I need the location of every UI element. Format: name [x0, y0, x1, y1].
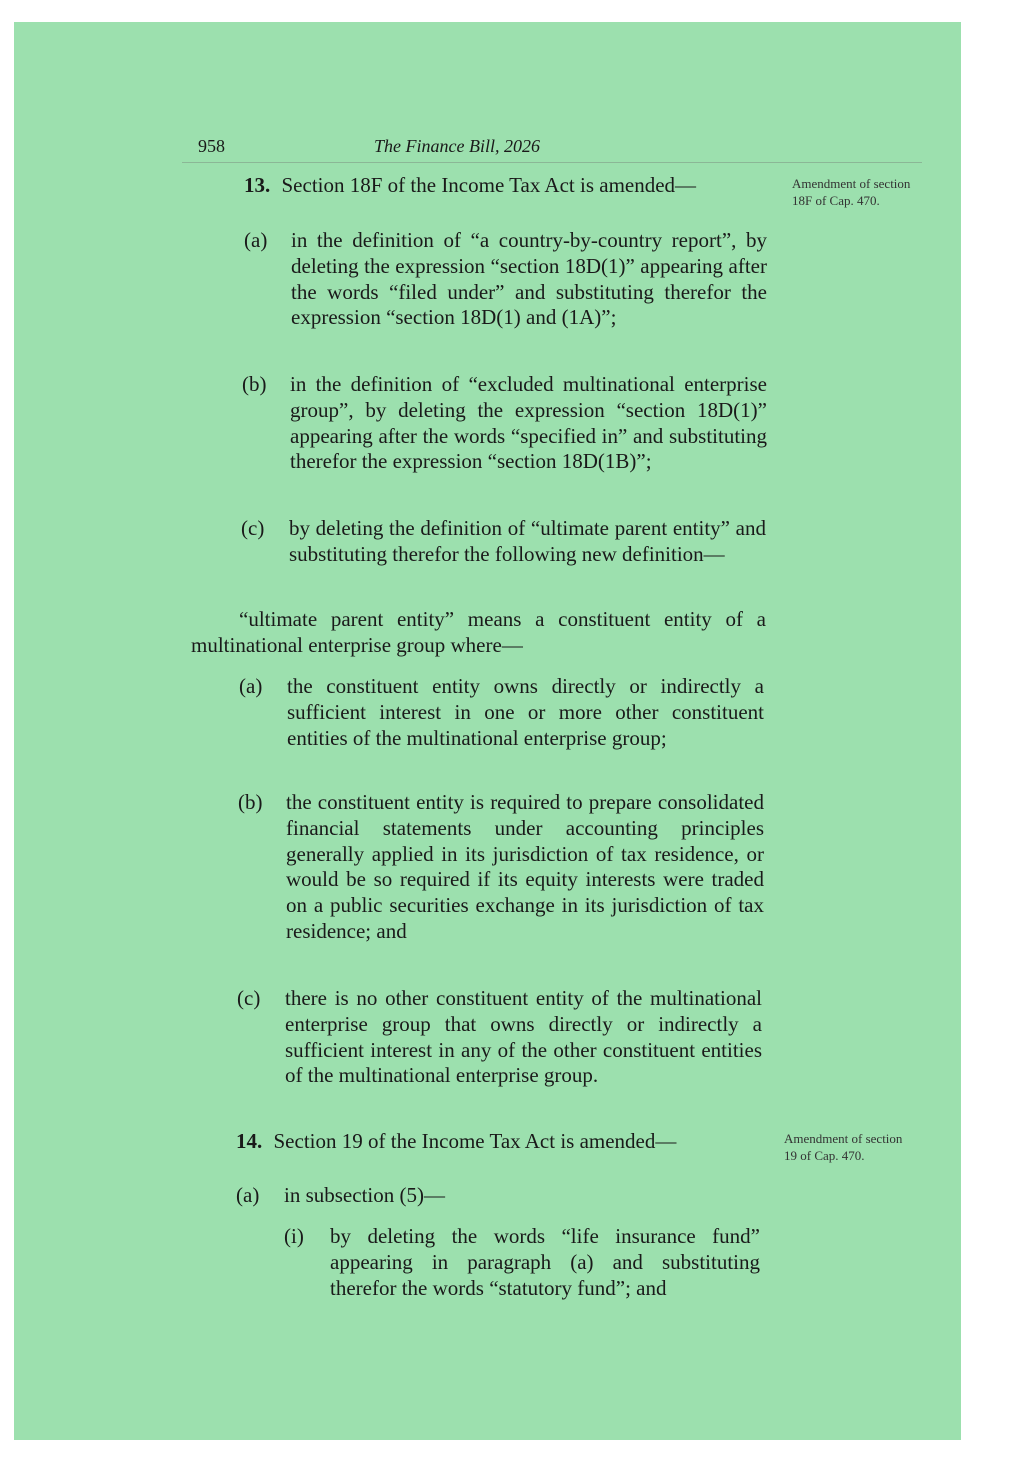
section-14-intro: Section 19 of the Income Tax Act is amended—	[273, 1129, 677, 1153]
section-14-number: 14.	[236, 1129, 263, 1153]
subitem-i-text: by deleting the words “life insurance fund” appearing in paragraph (a) and substituting therefor the words “statutory fund”; and	[330, 1224, 760, 1300]
section-14-heading	[236, 1129, 676, 1155]
definition-item-b-label: (b)	[238, 790, 263, 814]
section-13-heading	[244, 173, 696, 199]
definition-intro: “ultimate parent entity” means a constituent entity of a multinational enterprise group where—	[191, 607, 766, 657]
subitem-i-label: (i)	[284, 1224, 304, 1248]
item-13c-label: (c)	[241, 516, 265, 540]
page-header	[182, 132, 922, 163]
section-13-intro: Section 18F of the Income Tax Act is amended—	[281, 173, 697, 197]
section-13-number: 13.	[244, 173, 271, 197]
definition-item-a-label: (a)	[239, 674, 263, 698]
item-14a-label: (a)	[236, 1183, 260, 1207]
item-13b-label: (b)	[242, 372, 267, 396]
item-13a-text: in the definition of “a country-by-country report”, by deleting the expression “section 18D(1)” appearing after the words “filed under” and substituting therefor the expression “section 18D(1) and (1A)”;	[291, 228, 767, 330]
definition-item-c-label: (c)	[237, 986, 261, 1010]
margin-note-section-14: Amendment of section 19 of Cap. 470.	[784, 1131, 903, 1163]
item-13c-text: by deleting the definition of “ultimate parent entity” and substituting therefor the following new definition—	[289, 516, 766, 566]
item-13a-label: (a)	[244, 228, 268, 252]
item-14a-text: in subsection (5)—	[284, 1183, 445, 1207]
item-13b-text: in the definition of “excluded multinational enterprise group”, by deleting the expression “section 18D(1)” appearing after the words “specified in” and substituting therefor the expression “section 18D(1B)”;	[290, 372, 767, 474]
definition-item-b-text: the constituent entity is required to prepare consolidated financial statements under accounting principles generally applied in its jurisdiction of tax residence, or would be so required if its equity interests were traded on a public securities exchange in its jurisdiction of tax residence; and	[286, 790, 764, 943]
margin-note-section-13: Amendment of section 18F of Cap. 470.	[792, 176, 911, 208]
definition-item-c-text: there is no other constituent entity of the multinational enterprise group that owns directly or indirectly a sufficient interest in any of the other constituent entities of the multinational enterprise group.	[285, 986, 762, 1088]
page-number: 958	[198, 136, 225, 156]
running-title: The Finance Bill, 2026	[374, 136, 540, 156]
definition-item-a-text: the constituent entity owns directly or indirectly a sufficient interest in one or more other constituent entities of the multinational enterprise group;	[287, 674, 764, 750]
